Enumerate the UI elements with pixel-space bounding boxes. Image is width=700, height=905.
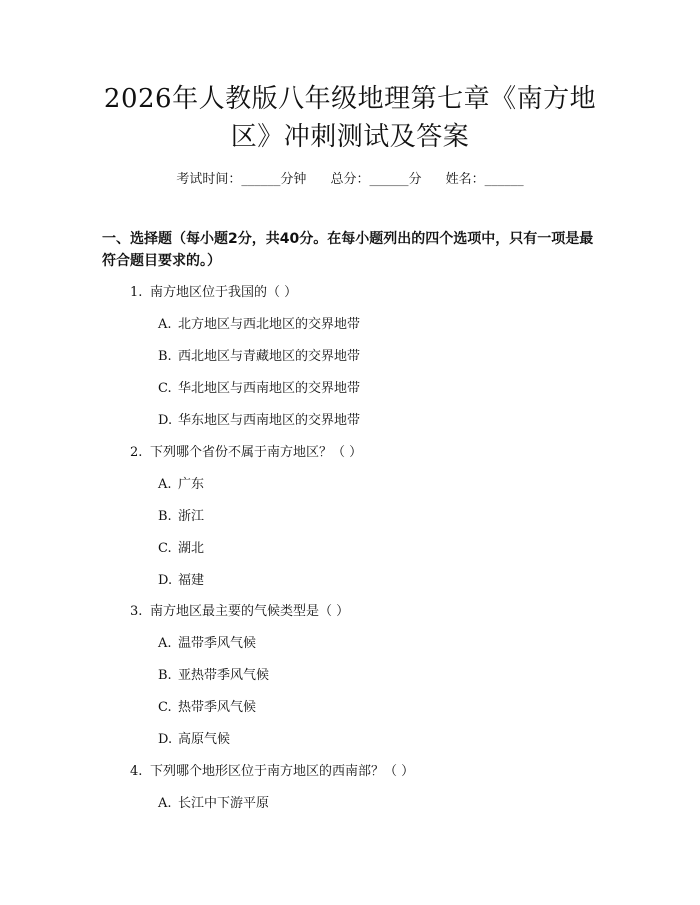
option-letter: B. [158, 668, 172, 683]
option-1c [158, 377, 360, 396]
page-title [90, 80, 610, 156]
option-3d [158, 728, 230, 747]
option-text: 华北地区与西南地区的交界地带 [178, 381, 361, 396]
option-letter: A. [158, 636, 172, 651]
question-2 [130, 441, 362, 460]
score-unit: 分 [408, 172, 422, 187]
title-line-1: 2026年人教版八年级地理第七章《南方地 [103, 84, 597, 114]
score-blank: ______ [369, 172, 409, 187]
option-text: 西北地区与青藏地区的交界地带 [178, 349, 361, 364]
name-field [446, 172, 524, 187]
option-text: 广东 [178, 477, 205, 492]
option-letter: D. [158, 732, 173, 747]
time-unit: 分钟 [280, 172, 307, 187]
option-text: 亚热带季风气候 [178, 668, 270, 683]
section-heading-line-2: 符合题目要求的。） [102, 253, 221, 269]
score-label: 总分： [330, 172, 370, 187]
option-3a [158, 632, 256, 651]
name-blank: ______ [484, 172, 524, 187]
option-text: 热带季风气候 [178, 700, 257, 715]
question-1 [130, 281, 297, 300]
option-text: 浙江 [178, 509, 205, 524]
question-4 [130, 760, 414, 779]
question-3 [130, 600, 349, 619]
option-2a [158, 473, 204, 492]
time-blank: ______ [241, 172, 281, 187]
question-text: 下列哪个省份不属于南方地区？（ ） [150, 445, 363, 460]
option-text: 湖北 [178, 541, 205, 556]
option-letter: A. [158, 477, 172, 492]
section-heading-line-1: 一、选择题（每小题2分，共40分。在每小题列出的四个选项中，只有一项是最 [102, 231, 594, 247]
question-number: 3. [130, 604, 143, 619]
option-text: 北方地区与西北地区的交界地带 [178, 317, 361, 332]
option-text: 温带季风气候 [178, 636, 257, 651]
question-text: 南方地区位于我国的（ ） [150, 285, 298, 300]
option-letter: D. [158, 413, 173, 428]
option-letter: B. [158, 509, 172, 524]
option-letter: C. [158, 381, 172, 396]
option-3b [158, 664, 269, 683]
title-line-2: 区》冲刺测试及答案 [230, 122, 470, 152]
option-text: 福建 [178, 573, 205, 588]
question-number: 2. [130, 445, 143, 460]
option-1d [158, 409, 360, 428]
option-1a [158, 313, 360, 332]
option-letter: B. [158, 349, 172, 364]
question-number: 4. [130, 764, 143, 779]
option-text: 华东地区与西南地区的交界地带 [178, 413, 361, 428]
exam-meta [0, 168, 700, 187]
section-heading [102, 228, 602, 272]
option-letter: A. [158, 317, 172, 332]
question-text: 南方地区最主要的气候类型是（ ） [150, 604, 350, 619]
option-2c [158, 537, 204, 556]
option-letter: A. [158, 796, 172, 811]
option-letter: C. [158, 700, 172, 715]
score-field [330, 172, 421, 187]
time-label: 考试时间： [176, 172, 242, 187]
option-4a [158, 792, 269, 811]
question-text: 下列哪个地形区位于南方地区的西南部？（ ） [150, 764, 415, 779]
name-label: 姓名： [445, 172, 485, 187]
question-number: 1. [130, 285, 143, 300]
option-3c [158, 696, 256, 715]
option-text: 高原气候 [178, 732, 231, 747]
time-field [176, 172, 306, 187]
option-1b [158, 345, 360, 364]
option-2d [158, 569, 204, 588]
option-text: 长江中下游平原 [178, 796, 270, 811]
option-letter: C. [158, 541, 172, 556]
option-letter: D. [158, 573, 173, 588]
option-2b [158, 505, 204, 524]
